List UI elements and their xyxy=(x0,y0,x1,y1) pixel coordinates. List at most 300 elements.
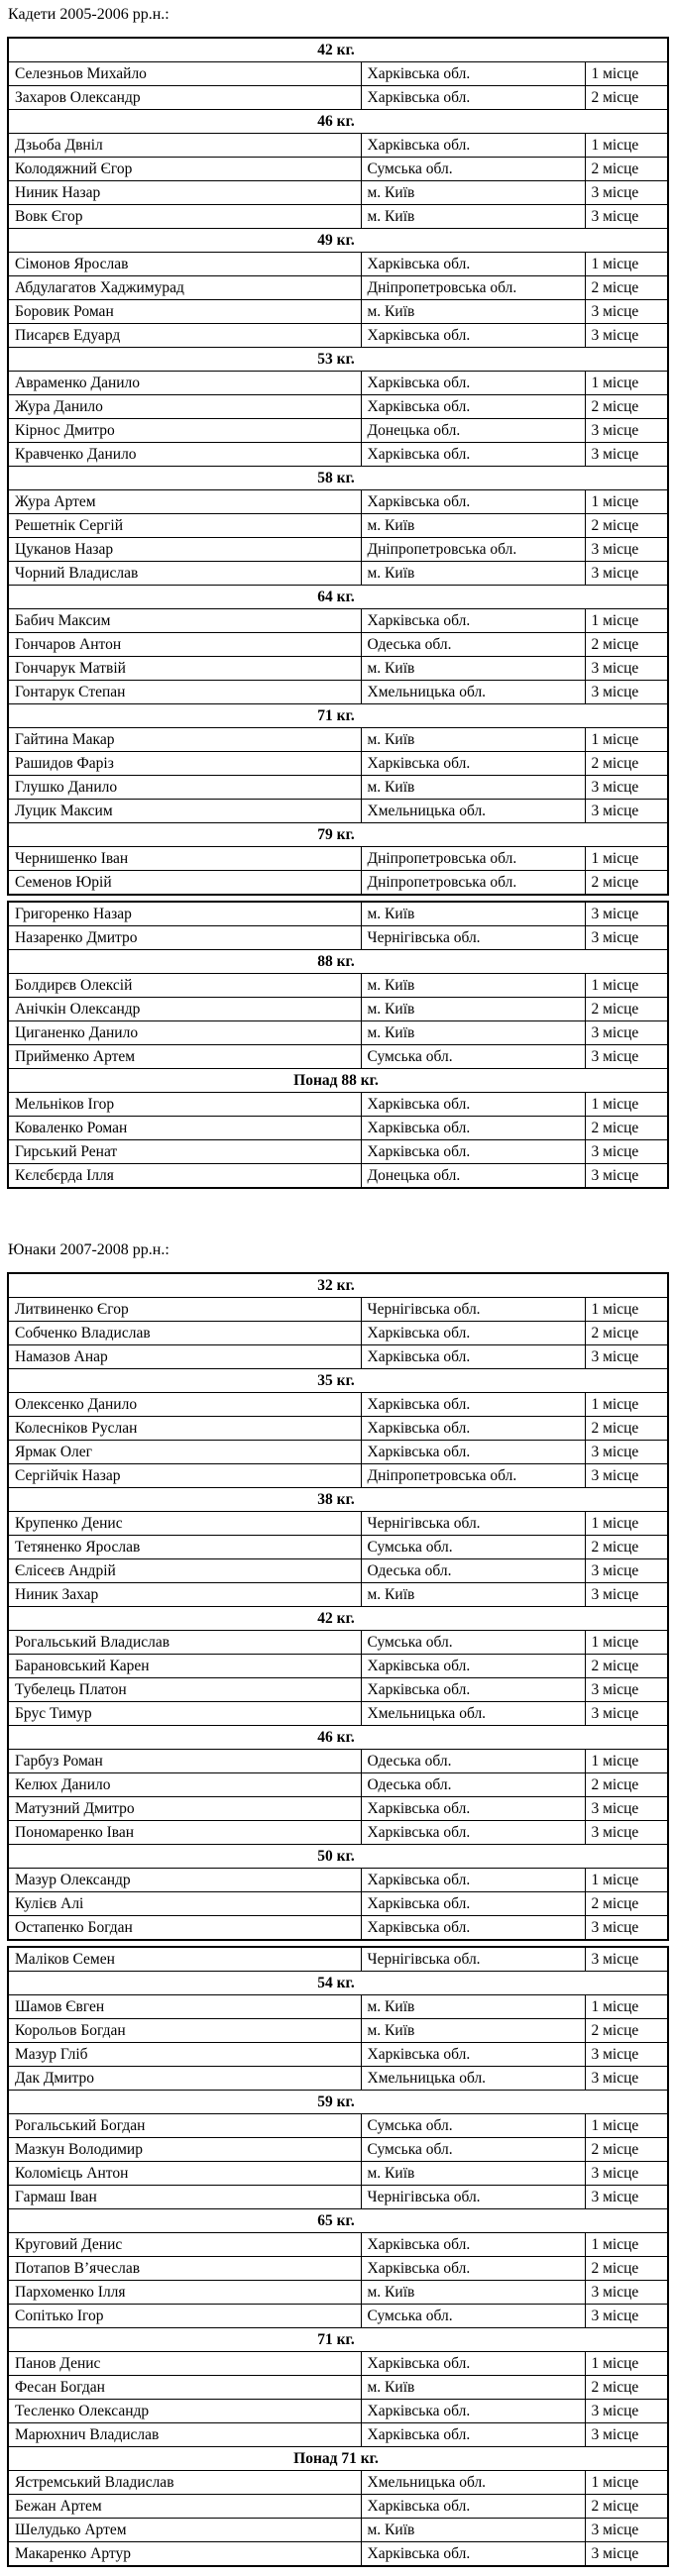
place-cell: 1 місце xyxy=(585,372,668,395)
region-cell: Одеська обл. xyxy=(361,1750,585,1773)
athlete-name-cell: Колесніков Руслан xyxy=(8,1417,361,1441)
athlete-row xyxy=(8,300,668,324)
region-cell: Харківська обл. xyxy=(361,2352,585,2376)
athlete-row xyxy=(8,1631,668,1655)
athlete-name-cell: Сопітько Ігор xyxy=(8,2305,361,2328)
athlete-row xyxy=(8,2281,668,2305)
place-cell: 1 місце xyxy=(585,490,668,514)
athlete-name-cell: Луцик Максим xyxy=(8,800,361,823)
athlete-name-cell: Барановський Карен xyxy=(8,1655,361,1678)
place-cell: 3 місце xyxy=(585,657,668,681)
place-cell: 3 місце xyxy=(585,1821,668,1845)
region-cell: Чернігівська обл. xyxy=(361,2186,585,2209)
region-cell: м. Київ xyxy=(361,2376,585,2400)
place-cell: 1 місце xyxy=(585,2352,668,2376)
region-cell: м. Київ xyxy=(361,657,585,681)
weight-header-row xyxy=(8,467,668,490)
athlete-name-cell: Рашидов Фаріз xyxy=(8,752,361,776)
place-cell: 3 місце xyxy=(585,324,668,348)
athlete-row xyxy=(8,2067,668,2091)
place-cell: 2 місце xyxy=(585,2019,668,2043)
region-cell: Сумська обл. xyxy=(361,158,585,181)
region-cell: Харківська обл. xyxy=(361,2423,585,2447)
weight-category-label: 46 кг. xyxy=(8,110,668,134)
place-cell: 2 місце xyxy=(585,633,668,657)
region-cell: Хмельницька обл. xyxy=(361,1702,585,1726)
region-cell: Харківська обл. xyxy=(361,2495,585,2519)
results-table xyxy=(7,1272,669,1941)
athlete-row xyxy=(8,158,668,181)
place-cell: 2 місце xyxy=(585,1417,668,1441)
region-cell: Харківська обл. xyxy=(361,1345,585,1369)
place-cell: 3 місце xyxy=(585,1559,668,1583)
weight-header-row xyxy=(8,2209,668,2233)
region-cell: м. Київ xyxy=(361,562,585,586)
athlete-name-cell: Жура Данило xyxy=(8,395,361,419)
region-cell: Сумська обл. xyxy=(361,1045,585,1069)
athlete-row xyxy=(8,86,668,110)
athlete-row xyxy=(8,1702,668,1726)
weight-category-label: 46 кг. xyxy=(8,1726,668,1750)
athlete-name-cell: Анічкін Олександр xyxy=(8,998,361,1021)
place-cell: 3 місце xyxy=(585,2281,668,2305)
region-cell: м. Київ xyxy=(361,181,585,205)
athlete-name-cell: Глушко Данило xyxy=(8,776,361,800)
region-cell: Харківська обл. xyxy=(361,609,585,633)
athlete-name-cell: Колодяжний Єгор xyxy=(8,158,361,181)
region-cell: Харківська обл. xyxy=(361,1441,585,1464)
athlete-row xyxy=(8,1093,668,1117)
place-cell: 3 місце xyxy=(585,1947,668,1972)
athlete-name-cell: Мазур Гліб xyxy=(8,2043,361,2067)
weight-category-label: 65 кг. xyxy=(8,2209,668,2233)
athlete-name-cell: Гирський Ренат xyxy=(8,1140,361,1164)
athlete-name-cell: Макаренко Артур xyxy=(8,2542,361,2567)
place-cell: 2 місце xyxy=(585,2257,668,2281)
region-cell: Харківська обл. xyxy=(361,86,585,110)
place-cell: 3 місце xyxy=(585,1916,668,1941)
athlete-name-cell: Тесленко Олександр xyxy=(8,2400,361,2423)
region-cell: м. Київ xyxy=(361,1021,585,1045)
athlete-name-cell: Маліков Семен xyxy=(8,1947,361,1972)
place-cell: 2 місце xyxy=(585,1536,668,1559)
athlete-name-cell: Кравченко Данило xyxy=(8,443,361,467)
athlete-name-cell: Олексенко Данило xyxy=(8,1393,361,1417)
place-cell: 3 місце xyxy=(585,443,668,467)
athlete-row xyxy=(8,2043,668,2067)
place-cell: 3 місце xyxy=(585,300,668,324)
place-cell: 3 місце xyxy=(585,1345,668,1369)
athlete-row xyxy=(8,514,668,538)
athlete-row xyxy=(8,1678,668,1702)
weight-header-row xyxy=(8,704,668,728)
athlete-row xyxy=(8,2352,668,2376)
athlete-name-cell: Дак Дмитро xyxy=(8,2067,361,2091)
athlete-name-cell: Кулієв Алі xyxy=(8,1892,361,1916)
region-cell: Харківська обл. xyxy=(361,1892,585,1916)
athlete-row xyxy=(8,2138,668,2162)
athlete-row xyxy=(8,998,668,1021)
region-cell: м. Київ xyxy=(361,2019,585,2043)
athlete-row xyxy=(8,926,668,950)
weight-header-row xyxy=(8,348,668,372)
athlete-row xyxy=(8,1298,668,1322)
athlete-row xyxy=(8,1045,668,1069)
athlete-row xyxy=(8,562,668,586)
place-cell: 3 місце xyxy=(585,1441,668,1464)
place-cell: 3 місце xyxy=(585,2043,668,2067)
place-cell: 1 місце xyxy=(585,2114,668,2138)
region-cell: м. Київ xyxy=(361,998,585,1021)
region-cell: Харківська обл. xyxy=(361,1093,585,1117)
athlete-name-cell: Гарбуз Роман xyxy=(8,1750,361,1773)
athlete-name-cell: Шамов Євген xyxy=(8,1995,361,2019)
athlete-name-cell: Кірнос Дмитро xyxy=(8,419,361,443)
athlete-name-cell: Келюх Данило xyxy=(8,1773,361,1797)
athlete-name-cell: Захаров Олександр xyxy=(8,86,361,110)
weight-category-label: 35 кг. xyxy=(8,1369,668,1393)
place-cell: 3 місце xyxy=(585,902,668,926)
athlete-row xyxy=(8,2495,668,2519)
athlete-name-cell: Фесан Богдан xyxy=(8,2376,361,2400)
athlete-name-cell: Циганенко Данило xyxy=(8,1021,361,1045)
weight-header-row xyxy=(8,229,668,253)
region-cell: Чернігівська обл. xyxy=(361,926,585,950)
athlete-row xyxy=(8,1821,668,1845)
weight-category-label: 42 кг. xyxy=(8,38,668,62)
athlete-name-cell: Мельніков Ігор xyxy=(8,1093,361,1117)
athlete-row xyxy=(8,395,668,419)
place-cell: 2 місце xyxy=(585,998,668,1021)
place-cell: 2 місце xyxy=(585,1655,668,1678)
weight-category-label: 58 кг. xyxy=(8,467,668,490)
athlete-name-cell: Гайтина Макар xyxy=(8,728,361,752)
athlete-row xyxy=(8,974,668,998)
section xyxy=(0,1240,674,2567)
region-cell: Донецька обл. xyxy=(361,419,585,443)
athlete-name-cell: Абдулагатов Хаджимурад xyxy=(8,276,361,300)
athlete-row xyxy=(8,847,668,871)
athlete-row xyxy=(8,2233,668,2257)
athlete-name-cell: Чорний Владислав xyxy=(8,562,361,586)
region-cell: Харківська обл. xyxy=(361,1393,585,1417)
place-cell: 3 місце xyxy=(585,181,668,205)
athlete-row xyxy=(8,253,668,276)
place-cell: 1 місце xyxy=(585,974,668,998)
athlete-row xyxy=(8,633,668,657)
athlete-name-cell: Сімонов Ярослав xyxy=(8,253,361,276)
results-body xyxy=(8,902,668,1188)
athlete-row xyxy=(8,1892,668,1916)
place-cell: 1 місце xyxy=(585,2471,668,2495)
region-cell: Харківська обл. xyxy=(361,1322,585,1345)
athlete-name-cell: Потапов В’ячеслав xyxy=(8,2257,361,2281)
weight-category-label: Понад 71 кг. xyxy=(8,2447,668,2471)
athlete-row xyxy=(8,1393,668,1417)
athlete-name-cell: Пономаренко Іван xyxy=(8,1821,361,1845)
athlete-row xyxy=(8,2423,668,2447)
athlete-name-cell: Рогальський Богдан xyxy=(8,2114,361,2138)
weight-category-label: 64 кг. xyxy=(8,586,668,609)
athlete-name-cell: Тетяненко Ярослав xyxy=(8,1536,361,1559)
athlete-row xyxy=(8,657,668,681)
region-cell: Харківська обл. xyxy=(361,2233,585,2257)
region-cell: Харківська обл. xyxy=(361,253,585,276)
region-cell: Харківська обл. xyxy=(361,2257,585,2281)
results-table xyxy=(7,1946,669,2567)
region-cell: Харківська обл. xyxy=(361,2400,585,2423)
region-cell: Одеська обл. xyxy=(361,1773,585,1797)
athlete-row xyxy=(8,1140,668,1164)
athlete-name-cell: Сергійчік Назар xyxy=(8,1464,361,1488)
place-cell: 3 місце xyxy=(585,205,668,229)
region-cell: Харківська обл. xyxy=(361,324,585,348)
place-cell: 1 місце xyxy=(585,728,668,752)
weight-category-label: 42 кг. xyxy=(8,1607,668,1631)
athlete-row xyxy=(8,1164,668,1189)
place-cell: 3 місце xyxy=(585,1045,668,1069)
place-cell: 3 місце xyxy=(585,2542,668,2567)
weight-category-label: 79 кг. xyxy=(8,823,668,847)
place-cell: 2 місце xyxy=(585,2376,668,2400)
place-cell: 2 місце xyxy=(585,1892,668,1916)
region-cell: Чернігівська обл. xyxy=(361,1512,585,1536)
region-cell: Сумська обл. xyxy=(361,1631,585,1655)
weight-category-label: 50 кг. xyxy=(8,1845,668,1869)
athlete-row xyxy=(8,1655,668,1678)
athlete-row xyxy=(8,324,668,348)
place-cell: 1 місце xyxy=(585,62,668,86)
weight-category-label: 49 кг. xyxy=(8,229,668,253)
section-title: Кадети 2005-2006 рр.н.: xyxy=(8,6,169,23)
athlete-name-cell: Григоренко Назар xyxy=(8,902,361,926)
place-cell: 3 місце xyxy=(585,1797,668,1821)
region-cell: Харківська обл. xyxy=(361,62,585,86)
athlete-row xyxy=(8,2019,668,2043)
region-cell: м. Київ xyxy=(361,205,585,229)
place-cell: 3 місце xyxy=(585,1702,668,1726)
weight-header-row xyxy=(8,1369,668,1393)
region-cell: Харківська обл. xyxy=(361,2043,585,2067)
athlete-row xyxy=(8,1750,668,1773)
athlete-name-cell: Прийменко Артем xyxy=(8,1045,361,1069)
athlete-row xyxy=(8,1947,668,1972)
place-cell: 2 місце xyxy=(585,86,668,110)
weight-category-label: 54 кг. xyxy=(8,1972,668,1995)
athlete-name-cell: Шелудько Артем xyxy=(8,2519,361,2542)
region-cell: Хмельницька обл. xyxy=(361,681,585,704)
place-cell: 3 місце xyxy=(585,2305,668,2328)
place-cell: 3 місце xyxy=(585,1583,668,1607)
section-title: Юнаки 2007-2008 рр.н.: xyxy=(8,1241,169,1258)
weight-header-row xyxy=(8,1607,668,1631)
place-cell: 1 місце xyxy=(585,1750,668,1773)
weight-header-row xyxy=(8,586,668,609)
athlete-name-cell: Намазов Анар xyxy=(8,1345,361,1369)
athlete-row xyxy=(8,1345,668,1369)
athlete-row xyxy=(8,1869,668,1892)
place-cell: 3 місце xyxy=(585,2067,668,2091)
region-cell: Одеська обл. xyxy=(361,1559,585,1583)
region-cell: Хмельницька обл. xyxy=(361,800,585,823)
athlete-name-cell: Коваленко Роман xyxy=(8,1117,361,1140)
athlete-name-cell: Литвиненко Єгор xyxy=(8,1298,361,1322)
region-cell: Харківська обл. xyxy=(361,443,585,467)
athlete-name-cell: Ниник Захар xyxy=(8,1583,361,1607)
region-cell: м. Київ xyxy=(361,514,585,538)
athlete-row xyxy=(8,1916,668,1941)
region-cell: м. Київ xyxy=(361,2281,585,2305)
place-cell: 2 місце xyxy=(585,2138,668,2162)
region-cell: Дніпропетровська обл. xyxy=(361,276,585,300)
athlete-name-cell: Тубелець Платон xyxy=(8,1678,361,1702)
section xyxy=(0,5,674,1189)
athlete-name-cell: Гармаш Іван xyxy=(8,2186,361,2209)
athlete-name-cell: Марюхнич Владислав xyxy=(8,2423,361,2447)
athlete-name-cell: Жура Артем xyxy=(8,490,361,514)
place-cell: 2 місце xyxy=(585,1117,668,1140)
athlete-row xyxy=(8,1536,668,1559)
place-cell: 1 місце xyxy=(585,134,668,158)
region-cell: Сумська обл. xyxy=(361,2138,585,2162)
results-body xyxy=(8,1947,668,2566)
athlete-name-cell: Круговий Денис xyxy=(8,2233,361,2257)
place-cell: 1 місце xyxy=(585,609,668,633)
place-cell: 1 місце xyxy=(585,1869,668,1892)
athlete-name-cell: Ястремський Владислав xyxy=(8,2471,361,2495)
athlete-name-cell: Коломієць Антон xyxy=(8,2162,361,2186)
place-cell: 3 місце xyxy=(585,2519,668,2542)
region-cell: м. Київ xyxy=(361,2519,585,2542)
region-cell: м. Київ xyxy=(361,300,585,324)
athlete-row xyxy=(8,2376,668,2400)
region-cell: Харківська обл. xyxy=(361,2542,585,2567)
place-cell: 2 місце xyxy=(585,276,668,300)
athlete-name-cell: Мазур Олександр xyxy=(8,1869,361,1892)
athlete-name-cell: Бежан Артем xyxy=(8,2495,361,2519)
athlete-name-cell: Кєлєбєрда Ілля xyxy=(8,1164,361,1189)
athlete-row xyxy=(8,1797,668,1821)
athlete-name-cell: Гончаров Антон xyxy=(8,633,361,657)
place-cell: 3 місце xyxy=(585,1021,668,1045)
athlete-row xyxy=(8,372,668,395)
athlete-row xyxy=(8,776,668,800)
athlete-row xyxy=(8,1117,668,1140)
region-cell: Харківська обл. xyxy=(361,752,585,776)
athlete-row xyxy=(8,2186,668,2209)
athlete-row xyxy=(8,800,668,823)
place-cell: 1 місце xyxy=(585,1995,668,2019)
place-cell: 2 місце xyxy=(585,158,668,181)
region-cell: м. Київ xyxy=(361,2162,585,2186)
region-cell: Сумська обл. xyxy=(361,2305,585,2328)
athlete-name-cell: Вовк Єгор xyxy=(8,205,361,229)
weight-header-row xyxy=(8,38,668,62)
athlete-name-cell: Боровик Роман xyxy=(8,300,361,324)
region-cell: Чернігівська обл. xyxy=(361,1298,585,1322)
weight-header-row xyxy=(8,823,668,847)
results-table xyxy=(7,901,669,1189)
region-cell: Харківська обл. xyxy=(361,1140,585,1164)
athlete-name-cell: Бабич Максим xyxy=(8,609,361,633)
place-cell: 1 місце xyxy=(585,1631,668,1655)
athlete-row xyxy=(8,62,668,86)
place-cell: 1 місце xyxy=(585,847,668,871)
athlete-row xyxy=(8,1021,668,1045)
weight-header-row xyxy=(8,1069,668,1093)
region-cell: м. Київ xyxy=(361,974,585,998)
region-cell: Харківська обл. xyxy=(361,134,585,158)
place-cell: 3 місце xyxy=(585,1678,668,1702)
weight-header-row xyxy=(8,950,668,974)
athlete-row xyxy=(8,752,668,776)
weight-header-row xyxy=(8,110,668,134)
region-cell: м. Київ xyxy=(361,776,585,800)
document xyxy=(0,5,674,2567)
athlete-name-cell: Собченко Владислав xyxy=(8,1322,361,1345)
athlete-name-cell: Гончарук Матвій xyxy=(8,657,361,681)
athlete-name-cell: Решетнік Сергій xyxy=(8,514,361,538)
place-cell: 1 місце xyxy=(585,1093,668,1117)
place-cell: 2 місце xyxy=(585,752,668,776)
athlete-row xyxy=(8,2162,668,2186)
region-cell: Харківська обл. xyxy=(361,1417,585,1441)
athlete-row xyxy=(8,1773,668,1797)
athlete-row xyxy=(8,181,668,205)
athlete-name-cell: Корольов Богдан xyxy=(8,2019,361,2043)
athlete-row xyxy=(8,902,668,926)
weight-header-row xyxy=(8,2091,668,2114)
weight-category-label: 59 кг. xyxy=(8,2091,668,2114)
athlete-row xyxy=(8,1322,668,1345)
place-cell: 3 місце xyxy=(585,776,668,800)
athlete-row xyxy=(8,2519,668,2542)
athlete-row xyxy=(8,419,668,443)
region-cell: м. Київ xyxy=(361,1995,585,2019)
region-cell: Дніпропетровська обл. xyxy=(361,1464,585,1488)
athlete-row xyxy=(8,1559,668,1583)
athlete-row xyxy=(8,609,668,633)
weight-header-row xyxy=(8,1845,668,1869)
athlete-row xyxy=(8,2542,668,2567)
place-cell: 1 місце xyxy=(585,1298,668,1322)
athlete-name-cell: Пархоменко Ілля xyxy=(8,2281,361,2305)
athlete-row xyxy=(8,1512,668,1536)
results-body xyxy=(8,1273,668,1940)
place-cell: 1 місце xyxy=(585,1512,668,1536)
athlete-name-cell: Гонтарук Степан xyxy=(8,681,361,704)
place-cell: 3 місце xyxy=(585,2400,668,2423)
place-cell: 2 місце xyxy=(585,1773,668,1797)
weight-category-label: 71 кг. xyxy=(8,2328,668,2352)
place-cell: 3 місце xyxy=(585,419,668,443)
region-cell: Донецька обл. xyxy=(361,1164,585,1189)
weight-header-row xyxy=(8,1488,668,1512)
region-cell: Харківська обл. xyxy=(361,372,585,395)
athlete-row xyxy=(8,728,668,752)
athlete-row xyxy=(8,1583,668,1607)
weight-category-label: Понад 88 кг. xyxy=(8,1069,668,1093)
region-cell: м. Київ xyxy=(361,902,585,926)
place-cell: 3 місце xyxy=(585,926,668,950)
athlete-row xyxy=(8,276,668,300)
athlete-name-cell: Єлісеєв Андрій xyxy=(8,1559,361,1583)
athlete-name-cell: Матузний Дмитро xyxy=(8,1797,361,1821)
athlete-name-cell: Панов Денис xyxy=(8,2352,361,2376)
athlete-name-cell: Мазкун Володимир xyxy=(8,2138,361,2162)
athlete-row xyxy=(8,871,668,896)
weight-category-label: 88 кг. xyxy=(8,950,668,974)
